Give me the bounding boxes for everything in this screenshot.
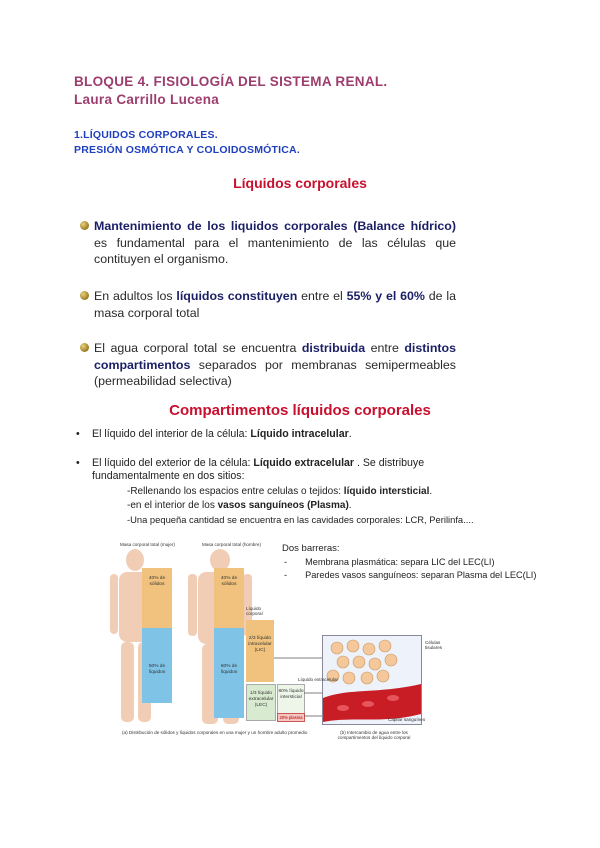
barrier-item-2: - Paredes vasos sanguíneos: separan Plasma del LEC(LI) [284,570,537,580]
item-intracellular: • El líquido del interior de la célula: Líquido intracelular. [76,428,352,440]
plasma-block: 20% plasma [277,713,305,722]
subitem-cavities: -Una pequeña cantidad se encuentra en las cavidades corporales: LCR, Perilinfa.... [127,514,474,525]
bullet-dot-icon [80,343,89,352]
figure-body-fluids [110,538,450,750]
bullet-balance: Mantenimiento de los liquidos corporales (Balance hídrico) es fundamental para el mantenimiento de las células que contituyen el organismo. [94,218,456,268]
woman-liquids-bar: 50% de líquidos [142,628,172,703]
document-author: Laura Carrillo Lucena [74,92,220,107]
bullet-percentage: En adultos los líquidos constituyen entre el 55% y el 60% de la masa corporal total [94,288,456,321]
barriers-title: Dos barreras: [282,543,340,554]
document-title: BLOQUE 4. FISIOLOGÍA DEL SISTEMA RENAL. [74,74,388,89]
item-extracellular: • El líquido del exterior de la célula: Líquido extracelular . Se distribuye fundamentalmente en dos sitios: [76,457,425,482]
bullet-dot-icon [80,291,89,300]
subitem-plasma: -en el interior de los vasos sanguíneos (Plasma). [127,500,352,511]
ecf-block: 1/3 líquido extracelular (LEC) [246,684,276,721]
ecf-label: Líquido extracelular [298,677,339,682]
woman-solids-bar: 40% de sólidos [142,568,172,628]
slide2-title: Compartimentos líquidos corporales [169,402,431,419]
caption-b: (b) Intercambio de agua entre los compartimentos del líquido corporal [337,730,411,740]
man-label: Masa corporal total (hombre) [202,542,261,547]
icf-block: 2/3 líquido intracelular (LIC) [246,620,274,682]
bullet-dot-icon: • [76,428,80,440]
bullet-dot-icon: • [76,457,80,469]
section-heading-2: PRESIÓN OSMÓTICA Y COLOIDOSMÓTICA. [74,144,300,156]
tissue-cells-label: Células tisulares [425,640,443,650]
man-solids-bar: 40% de sólidos [214,568,244,628]
slide1-title: Líquidos corporales [233,175,367,191]
subitem-interstitial: -Rellenando los espacios entre celulas o tejidos: líquido intersticial. [127,486,433,497]
bullet-dot-icon [80,221,89,230]
woman-label: Masa corporal total (mujer) [120,542,175,547]
capillary-label: Capilar sanguíneo [388,717,426,722]
man-liquids-bar: 60% de líquidos [214,628,244,718]
body-fluid-label: Líquido corporal [246,606,263,616]
section-heading-1: 1.LÍQUIDOS CORPORALES. [74,129,218,141]
caption-a: (a) Distribución de sólidos y líquidos corporales en una mujer y un hombre adulto promedio [122,730,308,735]
bullet-distribution: El agua corporal total se encuentra distribuida entre distintos compartimentos separados por membranas semipermeables (permeabilidad selectiva) [94,340,456,390]
barrier-item-1: - Membrana plasmática: separa LIC del LEC(LI) [284,557,495,567]
interstitial-block: 80% líquido intersticial [277,684,305,714]
